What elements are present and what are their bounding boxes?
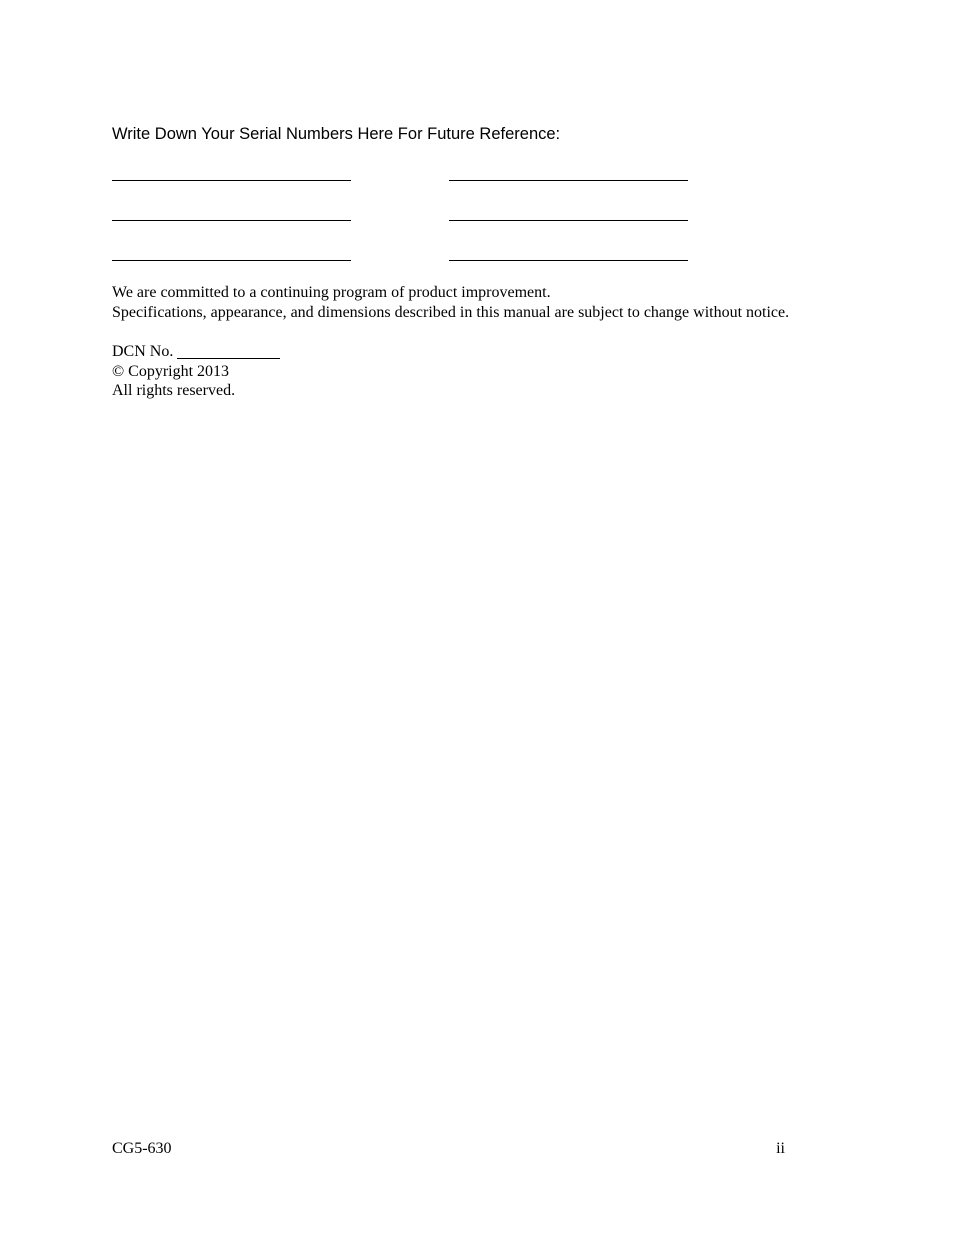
notice-line-1: We are committed to a continuing program of product improvement. — [112, 284, 551, 301]
rights-reserved-line: All rights reserved. — [112, 382, 236, 399]
serial-number-blank-2 — [449, 180, 688, 181]
copyright-block — [112, 342, 280, 401]
serial-number-blank-5 — [112, 260, 351, 261]
notice-line-2: Specifications, appearance, and dimensions described in this manual are subject to change without notice. — [112, 303, 790, 321]
serial-number-blank-6 — [449, 260, 688, 261]
serial-numbers-heading: Write Down Your Serial Numbers Here For Future Reference: — [112, 125, 561, 143]
serial-number-blank-4 — [449, 220, 688, 221]
serial-number-blank-3 — [112, 220, 351, 221]
serial-number-blank-1 — [112, 180, 351, 181]
copyright-line: © Copyright 2013 — [112, 362, 230, 380]
dcn-number-blank — [177, 358, 280, 359]
footer-page-number: ii — [776, 1140, 785, 1157]
product-improvement-notice — [112, 283, 789, 322]
dcn-label: DCN No. — [112, 343, 174, 360]
footer-document-id: CG5-630 — [112, 1140, 172, 1157]
dcn-number-row — [112, 342, 280, 362]
